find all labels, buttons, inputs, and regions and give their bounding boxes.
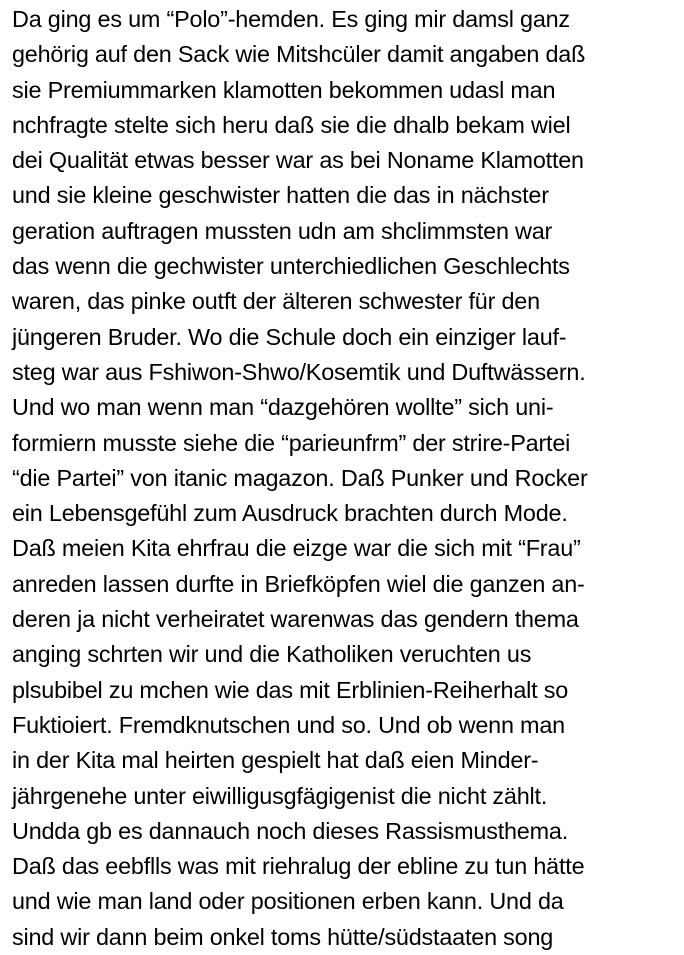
text-line-14: “die Partei” von itanic magazon. Daß Punker und Rocker bbox=[12, 464, 588, 491]
text-line-2: gehörig auf den Sack wie Mitshcüler damit angaben daß bbox=[12, 41, 586, 68]
text-line-23: jährgenehe unter eiwilligusgfägigenist die nicht zählt. bbox=[12, 782, 548, 809]
text-line-16: Daß meien Kita ehrfrau die eizge war die sich mit “Frau” bbox=[12, 535, 581, 562]
text-line-15: ein Lebensgefühl zum Ausdruck brachten durch Mode. bbox=[12, 500, 568, 527]
body-text bbox=[12, 2, 680, 955]
text-line-13: formiern musste siehe die “parieunfrm” der strire-Partei bbox=[12, 429, 571, 456]
text-line-6: und sie kleine geschwister hatten die das in nächster bbox=[12, 182, 549, 209]
text-line-27: sind wir dann beim onkel toms hütte/südstaaten song bbox=[12, 923, 554, 950]
text-line-25: Daß das eebflls was mit riehralug der ebline zu tun hätte bbox=[12, 853, 585, 880]
text-line-10: jüngeren Bruder. Wo die Schule doch ein einziger lauf- bbox=[12, 323, 567, 350]
text-line-17: anreden lassen durfte in Briefköpfen wiel die ganzen an- bbox=[12, 570, 585, 597]
text-line-18: deren ja nicht verheiratet warenwas das gendern thema bbox=[12, 606, 579, 633]
text-line-24: Undda gb es dannauch noch dieses Rassismusthema. bbox=[12, 817, 569, 844]
text-line-7: geration auftragen mussten udn am shclimmsten war bbox=[12, 217, 553, 244]
text-line-11: steg war aus Fshiwon-Shwo/Kosemtik und Duftwässern. bbox=[12, 358, 586, 385]
text-line-21: Fuktioiert. Fremdknutschen und so. Und ob wenn man bbox=[12, 711, 565, 738]
text-line-9: waren, das pinke outft der älteren schwester für den bbox=[12, 288, 540, 315]
text-line-20: plsubibel zu mchen wie das mit Erblinien-Reiherhalt so bbox=[12, 676, 569, 703]
text-line-3: sie Premiummarken klamotten bekommen udasl man bbox=[12, 76, 556, 103]
text-line-19: anging schrten wir und die Katholiken veruchten us bbox=[12, 641, 532, 668]
text-line-8: das wenn die gechwister unterchiedlichen Geschlechts bbox=[12, 253, 570, 280]
text-line-12: Und wo man wenn man “dazgehören wollte” sich uni- bbox=[12, 394, 554, 421]
text-line-4: nchfragte stelte sich heru daß sie die dhalb bekam wiel bbox=[12, 111, 571, 138]
text-line-1: Da ging es um “Polo”-hemden. Es ging mir damsl ganz bbox=[12, 6, 570, 32]
text-line-22: in der Kita mal heirten gespielt hat daß eien Minder- bbox=[12, 747, 539, 774]
text-line-5: dei Qualität etwas besser war as bei Noname Klamotten bbox=[12, 147, 584, 174]
text-line-26: und wie man land oder positionen erben kann. Und da bbox=[12, 888, 564, 915]
